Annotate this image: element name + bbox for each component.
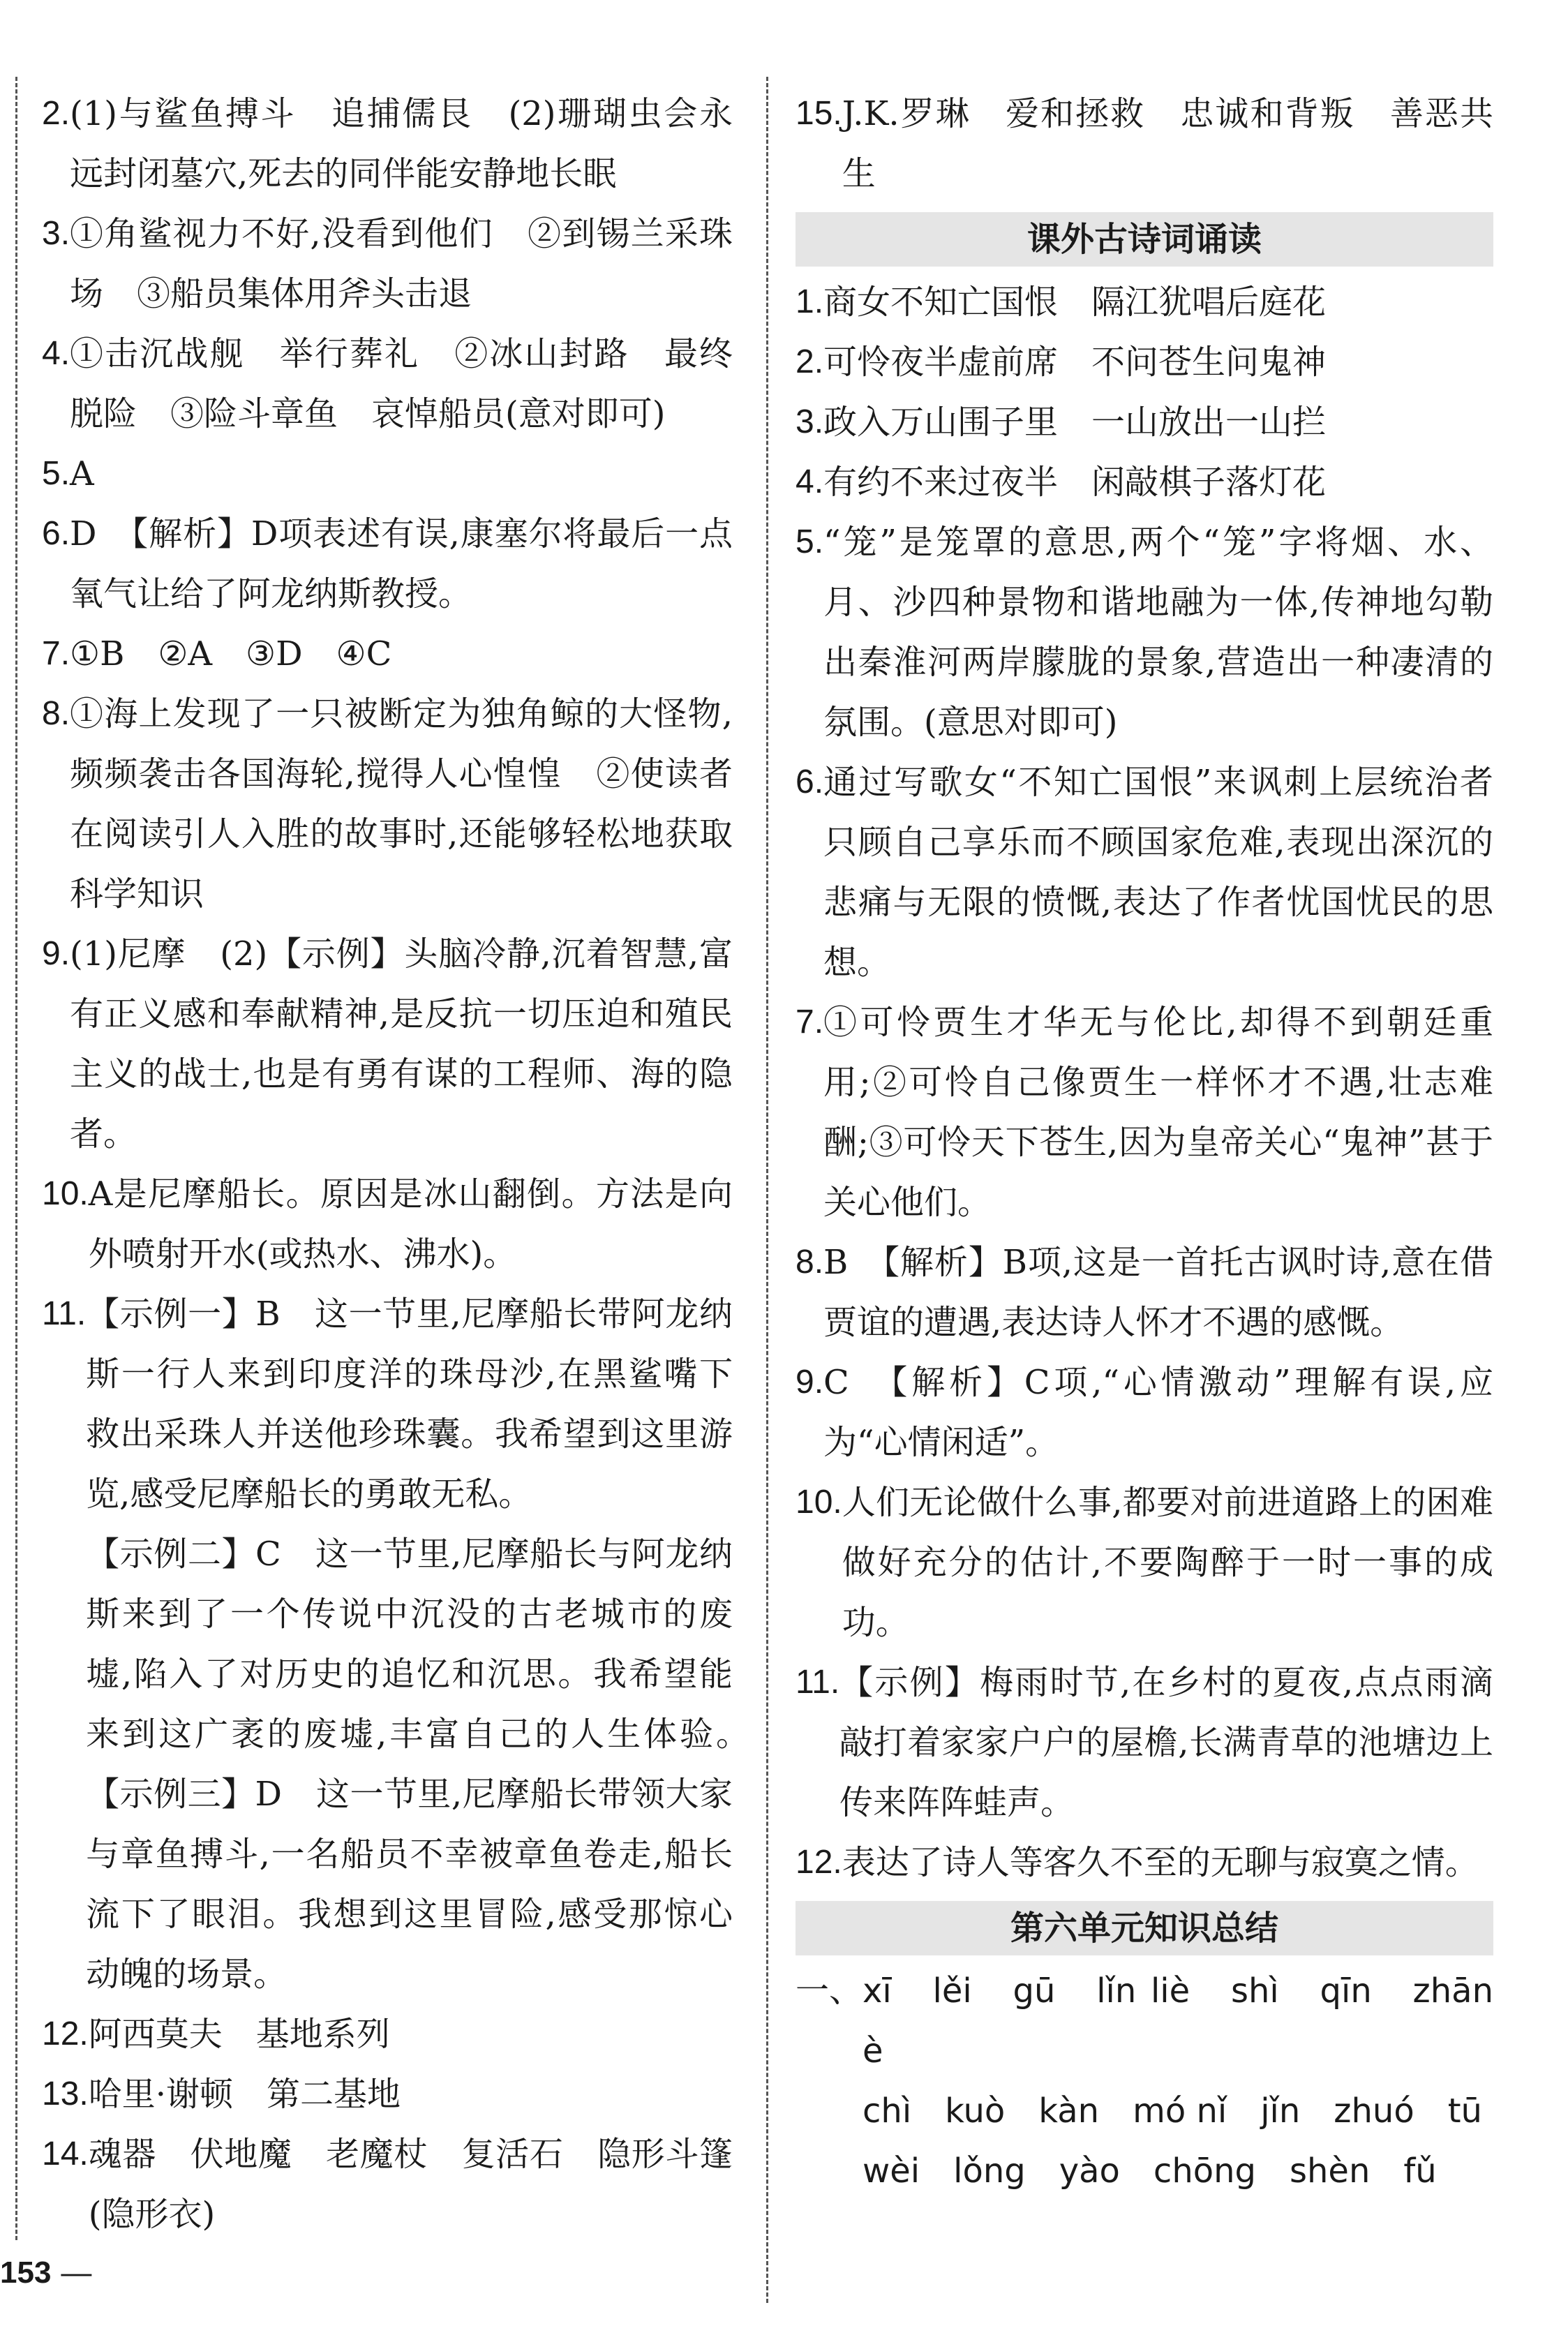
page-footer (0, 2255, 91, 2290)
answer-number: 6. (42, 515, 70, 552)
answer-item (796, 1232, 1493, 1352)
answer-number: 12. (796, 1844, 842, 1881)
left-edge-dashed-line (15, 77, 17, 2240)
answer-number: 10. (796, 1484, 842, 1521)
answer-text: 通过写歌女“不知亡国恨”来讽刺上层统治者只顾自己享乐而不顾国家危难,表现出深沉的悲痛与无限的愤慨,表达了作者忧国忧民的思想。 (823, 763, 1493, 982)
answer-item (796, 1961, 1493, 2201)
answer-number: 4. (42, 335, 70, 372)
answer-item (42, 504, 733, 624)
section-title-unit6-summary: 第六单元知识总结 (796, 1901, 1493, 1955)
answer-text: 政入万山围子里 一山放出一山拦 (823, 403, 1327, 442)
answer-number: 13. (42, 2075, 89, 2112)
answer-text: 阿西莫夫 基地系列 (88, 2015, 390, 2054)
answer-number: 7. (796, 1004, 824, 1041)
answer-item (796, 1472, 1493, 1653)
answer-number: 5. (42, 455, 70, 492)
answer-item (42, 324, 733, 444)
answer-item (42, 2064, 733, 2124)
answer-item (42, 84, 733, 204)
answer-number: 5. (796, 523, 824, 560)
answer-text: 有约不来过夜半 闲敲棋子落灯花 (823, 463, 1327, 502)
left-column (42, 84, 733, 2244)
answer-item (42, 684, 733, 924)
answer-number: 10. (42, 1175, 89, 1212)
answer-item (796, 452, 1493, 512)
answer-item (796, 84, 1493, 204)
answer-text: ①B ②A ③D ④C (70, 634, 392, 673)
answer-item (42, 1164, 733, 1284)
answer-number: 11. (796, 1664, 840, 1701)
answer-item (42, 624, 733, 684)
answer-text: 魂器 伏地魔 老魔杖 复活石 隐形斗篷(隐形衣) (88, 2135, 733, 2234)
answer-item (42, 204, 733, 324)
answer-number: 12. (42, 2015, 89, 2052)
answer-text: C 【解析】C项,“心情激动”理解有误,应为“心情闲适”。 (823, 1363, 1493, 1462)
answer-text: A (70, 454, 94, 493)
answer-number: 14. (42, 2135, 89, 2172)
answer-number: 2. (796, 343, 824, 380)
answer-number: 11. (42, 1295, 87, 1332)
answer-text: “笼”是笼罩的意思,两个“笼”字将烟、水、月、沙四种景物和谐地融为一体,传神地勾勒出秦淮河两岸朦胧的景象,营造出一种凄清的氛围。(意思对即可) (823, 523, 1493, 742)
answer-item (796, 752, 1493, 992)
answer-text: (1)与鲨鱼搏斗 追捕儒艮 (2)珊瑚虫会永远封闭墓穴,死去的同伴能安静地长眠 (70, 94, 733, 193)
answer-item (42, 2124, 733, 2244)
answer-number: 6. (796, 763, 824, 800)
answer-number: 9. (42, 935, 70, 972)
answer-text: B 【解析】B项,这是一首托古讽时诗,意在借贾谊的遭遇,表达诗人怀才不遇的感慨。 (823, 1243, 1493, 1342)
answer-text: J.K.罗琳 爱和拯救 忠诚和背叛 善恶共生 (842, 94, 1493, 193)
answer-number: 8. (796, 1244, 824, 1281)
ancient-poetry-answers (796, 272, 1493, 1893)
answer-number: 8. (42, 695, 70, 732)
answer-number: 3. (796, 403, 824, 440)
answer-number: 2. (42, 95, 70, 132)
answer-number: 一、 (796, 1972, 863, 2009)
answer-text: ①海上发现了一只被断定为独角鲸的大怪物,频频袭击各国海轮,搅得人心惶惶 ②使读者在阅读引人入胜的故事时,还能够轻松地获取科学知识 (70, 694, 733, 914)
answer-text: 【示例一】B 这一节里,尼摩船长带阿龙纳斯一行人来到印度洋的珠母沙,在黑鲨嘴下救出采珠人并送他珍珠囊。我希望到这里游览,感受尼摩船长的勇敢无私。 【示例二】C 这一节里,尼摩船长与阿龙纳斯来到了一个传说中沉没的古老城市的废墟,陷入了对历史的追忆和沉思。我希望能来到这广袤的废墟,丰富自己的人生体验。 【示例三】D 这一节里,尼摩船长带领大家与章鱼搏斗,一名船员不幸被章鱼卷走,船长流下了眼泪。我想到这里冒险,感受那惊心动魄的场景。 (86, 1295, 733, 1994)
footer-dash: — (61, 2255, 92, 2290)
answer-number: 1. (796, 283, 824, 320)
right-column (796, 84, 1493, 2201)
answer-item (796, 512, 1493, 752)
answer-item (796, 1352, 1493, 1472)
answer-text: D 【解析】D项表述有误,康塞尔将最后一点氧气让给了阿龙纳斯教授。 (70, 514, 733, 613)
answer-item (796, 992, 1493, 1232)
answer-text: 哈里·谢顿 第二基地 (88, 2075, 401, 2114)
page-number: 153 (0, 2255, 52, 2290)
answer-item (796, 1833, 1493, 1893)
answer-number: 7. (42, 635, 70, 672)
answer-text: xī lěi gū lǐn liè shì qīn zhān è chì kuò kàn mó nǐ jǐn zhuó tū wèi lǒng yào chōng shèn fǔ (863, 1971, 1493, 2191)
answer-number: 3. (42, 215, 70, 252)
answer-item (42, 444, 733, 504)
answer-number: 15. (796, 95, 842, 132)
answer-item (796, 392, 1493, 452)
answer-number: 9. (796, 1364, 824, 1401)
answer-text: (1)尼摩 (2)【示例】头脑冷静,沉着智慧,富有正义感和奉献精神,是反抗一切压迫和殖民主义的战士,也是有勇有谋的工程师、海的隐者。 (70, 934, 733, 1154)
answer-text: ①角鲨视力不好,没看到他们 ②到锡兰采珠场 ③船员集体用斧头击退 (70, 214, 733, 313)
answer-text: ①击沉战舰 举行葬礼 ②冰山封路 最终脱险 ③险斗章鱼 哀悼船员(意对即可) (70, 334, 733, 433)
right-top-items (796, 84, 1493, 204)
column-divider (766, 77, 768, 2303)
answer-text: 人们无论做什么事,都要对前进道路上的困难做好充分的估计,不要陶醉于一时一事的成功。 (842, 1483, 1493, 1642)
answer-item (796, 332, 1493, 392)
answer-text: A是尼摩船长。原因是冰山翻倒。方法是向外喷射开水(或热水、沸水)。 (88, 1174, 733, 1274)
answer-item (42, 924, 733, 1164)
answer-text: 表达了诗人等客久不至的无聊与寂寞之情。 (842, 1843, 1479, 1882)
section-title-ancient-poetry: 课外古诗词诵读 (796, 212, 1493, 267)
answer-text: 可怜夜半虚前席 不问苍生问鬼神 (823, 343, 1327, 382)
answer-text: 商女不知亡国恨 隔江犹唱后庭花 (823, 283, 1327, 322)
answer-item (796, 1653, 1493, 1833)
answer-text: ①可怜贾生才华无与伦比,却得不到朝廷重用;②可怜自己像贾生一样怀才不遇,壮志难酬;③可怜天下苍生,因为皇帝关心“鬼神”甚于关心他们。 (823, 1003, 1493, 1222)
answer-item (796, 272, 1493, 332)
answer-number: 4. (796, 463, 824, 500)
answer-item (42, 1284, 733, 2004)
unit6-summary-answers (796, 1961, 1493, 2201)
answer-text: 【示例】梅雨时节,在乡村的夏夜,点点雨滴敲打着家家户户的屋檐,长满青草的池塘边上传来阵阵蛙声。 (839, 1663, 1493, 1822)
answer-item (42, 2004, 733, 2064)
